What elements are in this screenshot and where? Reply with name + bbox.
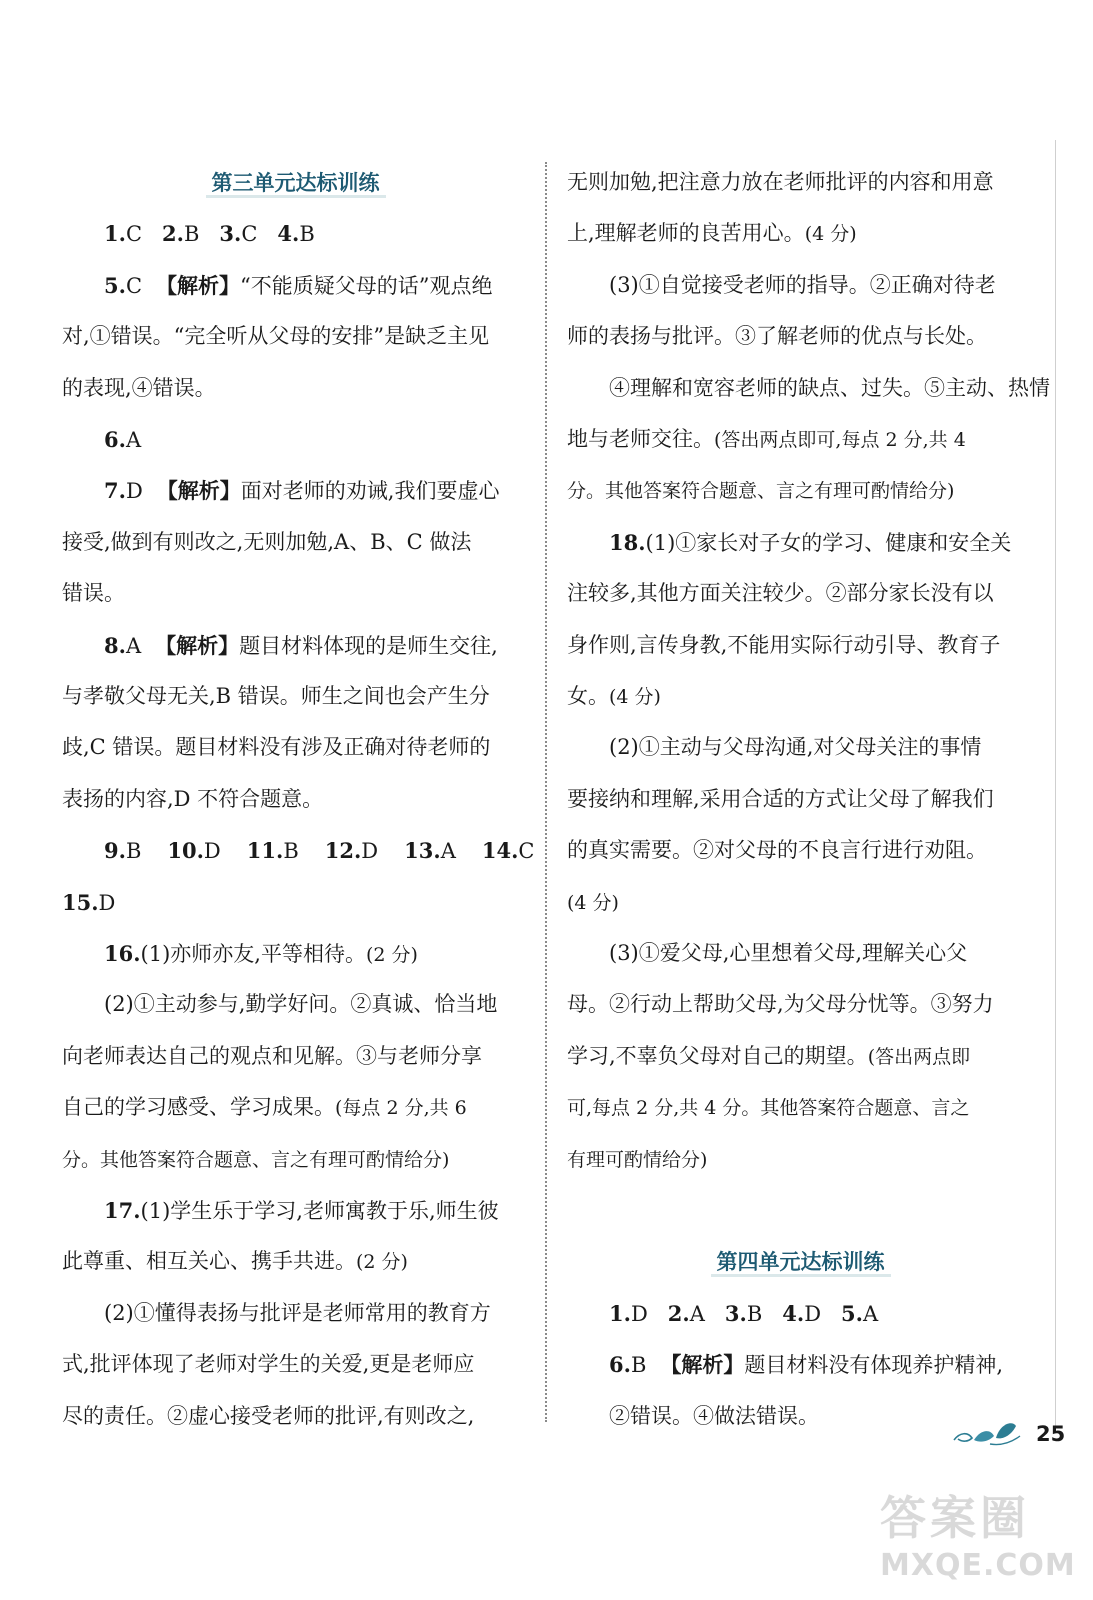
line-text: 的真实需要。②对父母的不良言行进行劝阻。 <box>567 838 987 863</box>
line-text: 式,批评体现了老师对学生的关爱,更是老师应 <box>62 1352 475 1377</box>
line-text: 女。 <box>567 684 609 708</box>
answer-choice: A <box>862 1301 879 1326</box>
section-heading <box>567 1236 1034 1287</box>
question-number: 13. <box>404 838 441 864</box>
text-line <box>62 774 529 825</box>
question-number: 16. <box>104 941 141 966</box>
question-number: 3. <box>219 221 242 247</box>
text-line <box>567 311 1034 362</box>
text-line <box>62 1391 529 1442</box>
answer-item <box>167 839 220 863</box>
question-number: 10. <box>167 838 204 864</box>
question-number: 7. <box>104 478 126 504</box>
question-number: 11. <box>246 838 284 864</box>
question-number: 4. <box>277 221 300 247</box>
line-text: 无则加勉,把注意力放在老师批评的内容和用意 <box>567 170 994 194</box>
line-text: (3)①爱父母,心里想着父母,理解关心父 <box>609 941 968 965</box>
line-text: 题目材料没有体现养护精神, <box>744 1353 1004 1378</box>
answer-item <box>782 1302 821 1326</box>
line-text: 地与老师交往。 <box>567 427 714 451</box>
text-line <box>62 1339 529 1390</box>
text-line <box>62 877 529 928</box>
question-number: 1. <box>104 221 126 247</box>
answer-item <box>609 1302 648 1326</box>
line-text: “不能质疑父母的话”观点绝 <box>240 273 493 298</box>
analysis-tag: 【解析】 <box>155 632 240 658</box>
section-heading-text: 第三单元达标训练 <box>206 170 386 198</box>
question-number: 2. <box>667 1300 690 1326</box>
question-number: 5. <box>841 1300 863 1326</box>
score-note: (答出两点即 <box>867 1045 971 1068</box>
line-text: ②错误。④做法错误。 <box>609 1403 819 1428</box>
text-line <box>567 208 1034 259</box>
line-text: 题目材料体现的是师生交往, <box>239 633 498 658</box>
text-line <box>567 1134 1034 1185</box>
text-line <box>62 928 529 979</box>
line-text: 的表现,④错误。 <box>62 375 216 400</box>
text-line <box>567 414 1034 465</box>
line-text: 自己的学习感受、学习成果。 <box>62 1095 335 1120</box>
answer-choice: A <box>440 839 456 864</box>
answer-choice: C <box>125 222 143 247</box>
text-line <box>567 363 1050 414</box>
answer-choice: C <box>125 273 143 298</box>
text-line <box>567 825 1034 876</box>
score-note: 分。其他答案符合题意、言之有理可酌情给分) <box>62 1148 450 1171</box>
column-divider <box>545 162 547 1422</box>
line-text: (2)①主动与父母沟通,对父母关注的事情 <box>609 735 982 760</box>
line-text: 身作则,言传身教,不能用实际行动引导、教育子 <box>567 632 1001 657</box>
text-line <box>567 722 1034 773</box>
answer-item <box>277 222 314 246</box>
score-note: 有理可酌情给分) <box>567 1148 708 1171</box>
text-line <box>567 1031 1034 1082</box>
answer-choice: D <box>98 890 116 915</box>
analysis-tag: 【解析】 <box>660 1352 745 1378</box>
blank-line <box>567 1185 1034 1236</box>
answer-item <box>247 839 299 863</box>
text-line <box>62 311 529 362</box>
text-line <box>62 1185 529 1236</box>
question-number: 12. <box>324 838 362 864</box>
line-text: 接受,做到有则改之,无则加勉,A、B、C 做法 <box>62 529 472 554</box>
line-text: 母。②行动上帮助父母,为父母分忧等。③努力 <box>567 992 994 1017</box>
answer-item <box>482 839 535 863</box>
question-number: 2. <box>162 221 184 247</box>
score-note: (4 分) <box>804 223 857 246</box>
answer-item <box>219 222 257 246</box>
line-text: (1)亦师亦友,平等相待。 <box>140 942 366 966</box>
score-note: (2 分) <box>365 944 418 966</box>
line-text: (2)①主动参与,勤学好问。②真诚、恰当地 <box>104 992 498 1017</box>
answer-item <box>104 222 142 246</box>
question-number: 8. <box>104 632 126 658</box>
text-line <box>62 1236 529 1287</box>
text-line <box>62 620 529 671</box>
answer-choice: C <box>518 839 535 864</box>
text-line <box>62 1134 529 1185</box>
watermark-url: MXQE.COM <box>880 1548 1076 1583</box>
question-number: 5. <box>104 272 126 298</box>
analysis-tag: 【解析】 <box>156 478 241 504</box>
text-line <box>567 465 1034 516</box>
answer-choice: A <box>125 633 142 658</box>
text-line <box>567 568 1034 619</box>
text-line <box>62 722 529 773</box>
answer-choice: B <box>299 222 315 247</box>
line-text: (3)①自觉接受老师的指导。②正确对待老 <box>609 272 996 297</box>
question-number: 1. <box>609 1300 631 1326</box>
question-number: 14. <box>481 838 519 864</box>
line-text: 向老师表达自己的观点和见解。③与老师分享 <box>62 1043 482 1068</box>
score-note: (每点 2 分,共 6 <box>335 1097 467 1120</box>
text-line <box>567 157 1034 208</box>
text-line <box>62 260 529 311</box>
text-line <box>62 414 529 465</box>
question-number: 6. <box>609 1352 631 1378</box>
score-note: (2 分) <box>356 1251 408 1274</box>
line-text: 注较多,其他方面关注较少。②部分家长没有以 <box>567 581 994 606</box>
text-line <box>62 568 529 619</box>
question-number: 3. <box>724 1300 747 1326</box>
answer-item <box>104 839 141 863</box>
text-line <box>62 1288 529 1339</box>
section-heading <box>62 157 529 208</box>
line-text: (1)①家长对子女的学习、健康和安全关 <box>645 530 1012 555</box>
line-text: 要接纳和理解,采用合适的方式让父母了解我们 <box>567 786 994 811</box>
text-line <box>62 363 529 414</box>
answer-choice: A <box>689 1301 705 1326</box>
score-note: (4 分) <box>609 686 661 708</box>
analysis-tag: 【解析】 <box>156 272 241 298</box>
line-text: 学习,不辜负父母对自己的期望。 <box>567 1043 868 1068</box>
score-note: 分。其他答案符合题意、言之有理可酌情给分) <box>567 480 955 503</box>
text-line <box>567 671 1034 722</box>
answer-choice: B <box>183 222 200 247</box>
text-line <box>62 465 529 516</box>
score-note: (答出两点即可,每点 2 分,共 4 <box>714 429 966 451</box>
watermark <box>880 1482 1090 1592</box>
answer-choice: B <box>746 1301 763 1326</box>
answer-item <box>404 839 456 863</box>
text-line <box>62 671 529 722</box>
answer-item <box>725 1302 762 1326</box>
line-text: 表扬的内容,D 不符合题意。 <box>62 786 324 811</box>
question-number: 6. <box>104 427 126 452</box>
watermark-mark: 答案圈 <box>880 1491 1030 1545</box>
question-number: 4. <box>782 1300 805 1326</box>
section-heading-text: 第四单元达标训练 <box>711 1249 891 1277</box>
page-edge-rule <box>1055 140 1056 1430</box>
text-line <box>567 928 1034 979</box>
line-text: (1)学生乐于学习,老师寓教于乐,师生彼 <box>140 1199 499 1223</box>
answer-row <box>62 208 529 259</box>
question-number: 15. <box>62 889 99 915</box>
answer-row <box>567 1288 1034 1339</box>
line-text: (2)①懂得表扬与批评是老师常用的教育方 <box>104 1300 491 1325</box>
text-line <box>62 1082 529 1133</box>
answer-item <box>162 222 199 246</box>
answer-choice: B <box>283 839 299 864</box>
line-text: 错误。 <box>62 581 125 606</box>
text-line <box>567 877 1034 928</box>
line-text: 师的表扬与批评。③了解老师的优点与长处。 <box>567 324 987 349</box>
text-line <box>567 620 1034 671</box>
answer-choice: D <box>125 479 143 504</box>
score-note: (4 分) <box>567 891 619 914</box>
answer-choice: B <box>125 839 142 864</box>
question-number: 17. <box>104 1198 141 1223</box>
answer-choice: D <box>630 1301 648 1326</box>
answer-choice: B <box>630 1353 647 1378</box>
line-text: 与孝敬父母无关,B 错误。师生之间也会产生分 <box>62 684 490 708</box>
text-line <box>62 517 529 568</box>
answer-row <box>62 825 535 876</box>
answer-choice: A <box>125 428 142 452</box>
line-text: ④理解和宽容老师的缺点、过失。⑤主动、热情 <box>609 375 1050 400</box>
line-text: 尽的责任。②虚心接受老师的批评,有则改之, <box>62 1403 475 1428</box>
text-line <box>62 979 529 1030</box>
answer-item <box>668 1302 705 1326</box>
answer-choice: D <box>804 1301 822 1326</box>
text-line <box>567 517 1034 568</box>
line-text: 此尊重、相互关心、携手共进。 <box>62 1249 356 1274</box>
text-line <box>567 1082 1034 1133</box>
text-line <box>567 260 1034 311</box>
answer-choice: D <box>361 839 379 864</box>
line-text: 上,理解老师的良苦用心。 <box>567 221 805 246</box>
line-text: 歧,C 错误。题目材料没有涉及正确对待老师的 <box>62 735 491 760</box>
question-number: 9. <box>104 838 126 864</box>
score-note: 可,每点 2 分,共 4 分。其他答案符合题意、言之 <box>567 1097 970 1120</box>
leaf-ornament-icon <box>950 1418 1030 1450</box>
text-line <box>567 774 1034 825</box>
question-number: 18. <box>609 529 646 555</box>
answer-choice: C <box>241 222 258 247</box>
answer-choice: D <box>203 839 221 864</box>
page-number: 25 <box>1036 1422 1066 1446</box>
answer-item <box>325 839 378 863</box>
text-line <box>567 979 1034 1030</box>
text-line <box>567 1339 1034 1390</box>
text-line <box>62 1031 529 1082</box>
answer-item <box>841 1302 878 1326</box>
line-text: 对,①错误。“完全听从父母的安排”是缺乏主见 <box>62 324 490 349</box>
line-text: 面对老师的劝诫,我们要虚心 <box>240 479 500 504</box>
